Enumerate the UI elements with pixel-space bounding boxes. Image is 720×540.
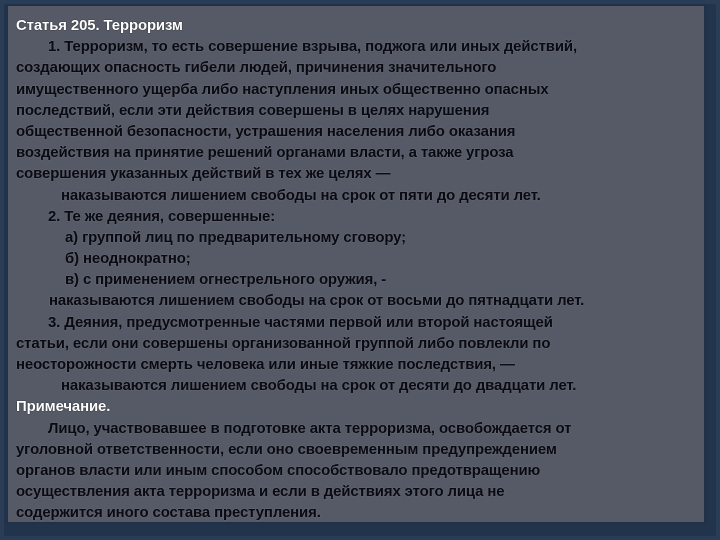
article-line: статьи, если они совершены организованной группой либо повлекли по [16, 335, 551, 352]
note-heading: Примечание. [16, 399, 111, 416]
list-item: в) с применением огнестрельного оружия, - [65, 272, 387, 289]
note-line: уголовной ответственности, если оно своевременным предупреждением [16, 441, 557, 458]
article-line: последствий, если эти действия совершены в целях нарушения [16, 102, 490, 119]
article-title: Статья 205. Терроризм [16, 18, 183, 34]
article-line: имущественного ущерба либо наступления иных общественно опасных [16, 81, 549, 98]
note-line: осуществления акта терроризма и если в действиях этого лица не [16, 484, 505, 501]
note-line: Лицо, участвовавшее в подготовке акта терроризма, освобождается от [48, 420, 572, 437]
content-panel [8, 6, 704, 522]
list-item: а) группой лиц по предварительному сговору; [65, 229, 406, 246]
article-line: общественной безопасности, устрашения населения либо оказания [16, 123, 516, 140]
article-line: воздействия на принятие решений органами власти, а также угроза [16, 145, 514, 162]
article-line: 1. Терроризм, то есть совершение взрыва, поджога или иных действий, [48, 39, 577, 56]
penalty-line: наказываются лишением свободы на срок от восьми до пятнадцати лет. [49, 293, 585, 310]
article-line: 3. Деяния, предусмотренные частями первой или второй настоящей [48, 314, 553, 331]
article-line: неосторожности смерть человека или иные тяжкие последствия, — [16, 357, 515, 373]
note-line: содержится иного состава преступления. [16, 505, 321, 522]
penalty-line: наказываются лишением свободы на срок от десяти до двадцати лет. [61, 378, 577, 395]
list-item: б) неоднократно; [65, 251, 191, 268]
note-line: органов власти или иным способом способствовало предотвращению [16, 462, 541, 479]
article-line: совершения указанных действий в тех же целях — [16, 166, 391, 183]
article-line: создающих опасность гибели людей, причинения значительного [16, 60, 497, 77]
penalty-line: наказываются лишением свободы на срок от пяти до десяти лет. [61, 187, 541, 204]
article-text [16, 16, 710, 525]
article-line: 2. Те же деяния, совершенные: [48, 208, 276, 225]
